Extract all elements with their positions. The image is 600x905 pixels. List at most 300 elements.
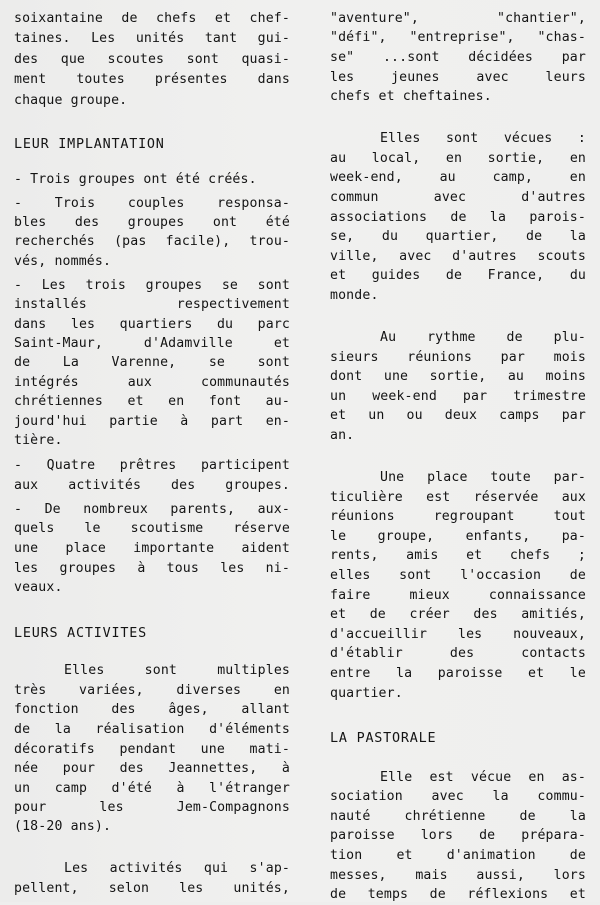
word: née xyxy=(14,761,39,776)
text-line xyxy=(330,247,586,267)
word: réunions xyxy=(407,350,472,365)
word: en xyxy=(528,770,545,785)
word: respectivement xyxy=(176,297,290,312)
word: participent xyxy=(200,458,290,473)
text-line xyxy=(14,661,290,681)
word: ou xyxy=(406,408,423,423)
word: local, xyxy=(371,151,421,166)
word: nauté xyxy=(330,809,371,824)
word: deux xyxy=(444,408,478,423)
word: lors xyxy=(553,868,586,883)
word: et xyxy=(330,607,347,622)
word: créer xyxy=(409,607,450,622)
text-line xyxy=(14,29,290,49)
word: week-end, xyxy=(330,170,403,185)
word: - xyxy=(14,196,23,211)
word: des xyxy=(449,646,475,661)
word: chrétiennes xyxy=(14,394,103,409)
word: groupes. xyxy=(225,478,290,493)
word: groupes xyxy=(145,278,203,293)
text-line xyxy=(14,392,290,412)
text-line xyxy=(330,846,586,866)
text-line xyxy=(330,149,586,169)
word: des xyxy=(14,52,39,67)
text-line xyxy=(14,500,290,520)
word: Saint-Maur, xyxy=(14,336,103,351)
word: nouveaux, xyxy=(513,627,586,642)
word: réalisation xyxy=(95,722,185,737)
word: trimestre xyxy=(513,389,586,404)
word: allant xyxy=(241,702,290,717)
word: groupe, xyxy=(377,529,435,544)
word: guides xyxy=(371,268,421,283)
word: l'étranger xyxy=(209,781,290,796)
section-heading: LA PASTORALE xyxy=(330,731,437,746)
word: contacts xyxy=(521,646,586,661)
text-line xyxy=(330,129,586,149)
word: au xyxy=(330,151,347,166)
word: et xyxy=(330,268,347,283)
word: des xyxy=(74,215,100,230)
word: d'établir xyxy=(330,646,403,661)
word: tion xyxy=(330,848,363,863)
word: sont xyxy=(257,355,290,370)
word: nombreux xyxy=(83,502,148,517)
word: et xyxy=(466,548,483,563)
word: se xyxy=(208,355,226,370)
word: décoratifs xyxy=(14,742,95,757)
word: toute xyxy=(490,470,531,485)
word: les xyxy=(179,881,204,896)
word: activités xyxy=(68,478,142,493)
word: se, xyxy=(330,229,355,244)
word: toutes xyxy=(76,72,125,87)
word: et xyxy=(214,11,232,26)
word: pa- xyxy=(561,529,586,544)
word: Varenne, xyxy=(111,355,177,370)
word: regroupant xyxy=(433,509,515,524)
word: âges, xyxy=(168,702,209,717)
word: rythme xyxy=(427,330,476,345)
word: font xyxy=(208,394,242,409)
word: et xyxy=(330,408,347,423)
word: aux xyxy=(14,478,39,493)
word: - xyxy=(14,278,23,293)
word: prépara- xyxy=(521,828,586,843)
word: réservée xyxy=(473,490,539,505)
word: de xyxy=(121,11,138,26)
word: diverses xyxy=(176,683,242,698)
word: faire xyxy=(330,588,371,603)
word: les xyxy=(14,561,39,576)
word: communautés xyxy=(201,375,290,390)
text-line xyxy=(330,546,586,566)
word: de xyxy=(14,722,31,737)
word: du xyxy=(569,268,586,283)
word: activités xyxy=(109,861,183,876)
word: recherchés xyxy=(14,234,95,249)
word: "aventure", xyxy=(330,11,419,26)
text-line xyxy=(330,644,586,664)
word: réunions xyxy=(330,509,395,524)
word: aussi, xyxy=(476,868,525,883)
text-line xyxy=(330,488,586,508)
word: place xyxy=(65,541,106,556)
word: en xyxy=(569,151,586,166)
word: Les xyxy=(91,31,116,46)
word: jeunes xyxy=(391,70,440,85)
word: sont xyxy=(399,568,432,583)
word: aux- xyxy=(257,502,290,517)
word: : xyxy=(577,131,586,146)
word: "entreprise", xyxy=(409,30,515,45)
text-line xyxy=(330,826,586,846)
word: soixantaine xyxy=(14,11,103,26)
word: "chas- xyxy=(537,30,586,45)
word: par xyxy=(561,408,586,423)
word: d'Adamville xyxy=(143,336,233,351)
word: avec xyxy=(399,249,432,264)
word: as- xyxy=(561,770,586,785)
word: groupes xyxy=(127,215,185,230)
word: de xyxy=(519,809,536,824)
word: est xyxy=(426,490,451,505)
word: quasi- xyxy=(241,52,290,67)
word: (pas xyxy=(114,234,147,249)
word: quartiers xyxy=(119,317,193,332)
word: facile), xyxy=(165,234,231,249)
word: unités xyxy=(135,31,185,46)
word: sont xyxy=(186,52,219,67)
word: vécues xyxy=(503,131,553,146)
word: ment xyxy=(14,72,47,87)
text-line xyxy=(330,68,586,88)
text-line xyxy=(14,50,290,70)
word: sortie, xyxy=(487,151,545,166)
word: ni- xyxy=(265,561,290,576)
text-line xyxy=(14,539,290,559)
text-line xyxy=(330,28,586,48)
word: amis xyxy=(406,548,439,563)
word: importante xyxy=(133,541,215,556)
text-line xyxy=(14,681,290,701)
text-line: (18-20 ans). xyxy=(14,819,112,834)
word: lors xyxy=(420,828,454,843)
word: ticulière xyxy=(330,490,403,505)
word: qui xyxy=(203,861,229,876)
word: vécue xyxy=(470,770,512,785)
text-line xyxy=(330,348,586,368)
word: à xyxy=(137,561,146,576)
text-line xyxy=(330,387,586,407)
text-line xyxy=(14,859,290,879)
text-line xyxy=(14,476,290,496)
word: la xyxy=(492,789,509,804)
word: groupes xyxy=(59,561,117,576)
word: mais xyxy=(415,868,448,883)
text-line: vés, nommés. xyxy=(14,254,112,269)
word: de xyxy=(429,887,446,902)
text-line xyxy=(330,406,586,426)
word: - xyxy=(14,458,23,473)
word: aident xyxy=(241,541,290,556)
word: entre xyxy=(330,666,371,681)
word: par xyxy=(561,50,586,65)
word: multiples xyxy=(217,663,290,678)
word: Jem-Compagnons xyxy=(176,800,290,815)
word: fonction xyxy=(14,702,79,717)
word: - xyxy=(14,502,23,517)
word: ...sont xyxy=(382,50,440,65)
section-heading: LEURS ACTIVITES xyxy=(14,626,147,641)
word: la xyxy=(396,666,413,681)
word: et xyxy=(569,887,586,902)
word: ont xyxy=(212,215,238,230)
text-line: quartier. xyxy=(330,686,403,701)
word: des xyxy=(171,478,196,493)
word: et xyxy=(528,666,545,681)
word: la xyxy=(489,210,507,225)
word: à xyxy=(176,781,185,796)
word: France, xyxy=(487,268,545,283)
text-line: chaque groupe. xyxy=(14,93,128,108)
word: week-end xyxy=(372,389,437,404)
word: et xyxy=(127,394,144,409)
word: temps xyxy=(367,887,409,902)
word: tout xyxy=(553,509,586,524)
word: de xyxy=(369,607,386,622)
text-line: an. xyxy=(330,428,355,443)
word: prêtres xyxy=(119,458,177,473)
word: paroisse xyxy=(437,666,503,681)
word: trou- xyxy=(249,234,290,249)
text-line xyxy=(14,759,290,779)
word: associations xyxy=(330,210,428,225)
word: chef- xyxy=(249,11,290,26)
word: camp xyxy=(54,781,88,796)
text-line xyxy=(330,328,586,348)
word: du xyxy=(381,229,399,244)
word: dans xyxy=(14,317,47,332)
text-line xyxy=(14,353,290,373)
text-line xyxy=(14,232,290,252)
text-line xyxy=(14,412,290,432)
word: les xyxy=(99,800,124,815)
word: de xyxy=(479,828,496,843)
word: connaissance xyxy=(488,588,586,603)
text-line: tière. xyxy=(14,433,63,448)
word: La xyxy=(62,355,79,370)
text-line xyxy=(14,9,290,29)
word: présentes xyxy=(154,72,228,87)
word: variées, xyxy=(79,683,144,698)
word: part xyxy=(210,414,244,429)
word: de xyxy=(14,355,31,370)
text-line xyxy=(330,625,586,645)
text-line xyxy=(330,367,586,387)
word: aux xyxy=(127,375,152,390)
word: des xyxy=(119,761,144,776)
word: des xyxy=(111,702,136,717)
text-line xyxy=(330,566,586,586)
word: les xyxy=(457,627,483,642)
word: "défi", xyxy=(330,30,387,45)
word: partie xyxy=(109,414,158,429)
text-line xyxy=(14,700,290,720)
word: avec xyxy=(476,70,509,85)
word: scoutisme xyxy=(130,521,204,536)
word: commun xyxy=(330,190,379,205)
word: enfants, xyxy=(465,529,531,544)
word: quels xyxy=(14,521,55,536)
word: gui- xyxy=(257,31,290,46)
text-line xyxy=(330,768,586,788)
word: est xyxy=(429,770,454,785)
text-line xyxy=(14,373,290,393)
word: Quatre xyxy=(46,458,96,473)
word: l'occasion xyxy=(460,568,542,583)
word: par- xyxy=(553,470,586,485)
text-line xyxy=(330,208,586,228)
text-line xyxy=(330,468,586,488)
word: parents, xyxy=(170,502,236,517)
word: une xyxy=(14,541,39,556)
text-line: monde. xyxy=(330,288,379,303)
text-line xyxy=(330,586,586,606)
text-line xyxy=(330,227,586,247)
text-line xyxy=(330,885,586,905)
word: du xyxy=(216,317,234,332)
word: un xyxy=(330,389,347,404)
text-line xyxy=(14,213,290,233)
word: la xyxy=(54,722,71,737)
text-line xyxy=(330,807,586,827)
word: selon xyxy=(108,881,150,896)
text-line xyxy=(14,456,290,476)
text-line xyxy=(14,740,290,760)
word: elles xyxy=(330,568,371,583)
word: avec xyxy=(433,190,467,205)
text-line xyxy=(14,519,290,539)
word: la xyxy=(569,809,586,824)
word: paroisse xyxy=(330,828,395,843)
word: messes, xyxy=(330,868,387,883)
word: les xyxy=(70,317,96,332)
text-line xyxy=(330,507,586,527)
text-line xyxy=(14,779,290,799)
word: dans xyxy=(257,72,290,87)
text-line xyxy=(14,559,290,579)
word: Elles xyxy=(64,663,105,678)
text-line: chefs et cheftaines. xyxy=(330,89,492,104)
word: sont xyxy=(445,131,479,146)
word: place xyxy=(427,470,468,485)
word: de xyxy=(445,268,463,283)
text-line xyxy=(330,168,586,188)
text-line xyxy=(14,194,290,214)
text-line xyxy=(14,798,290,818)
word: la xyxy=(569,229,586,244)
word: ; xyxy=(577,548,586,563)
word: chefs xyxy=(156,11,197,26)
word: un xyxy=(368,408,385,423)
text-line xyxy=(14,276,290,296)
word: quartier, xyxy=(425,229,499,244)
word: pour xyxy=(14,800,47,815)
word: installés xyxy=(14,297,87,312)
word: sociation xyxy=(330,789,403,804)
word: à xyxy=(180,414,189,429)
word: été xyxy=(265,215,290,230)
word: Les xyxy=(41,278,66,293)
word: d'animation xyxy=(446,848,536,863)
word: un xyxy=(14,781,31,796)
word: Au xyxy=(380,330,397,345)
word: une xyxy=(200,742,225,757)
word: d'autres xyxy=(452,249,517,264)
text-line xyxy=(14,720,290,740)
word: une xyxy=(383,369,409,384)
word: par xyxy=(462,389,488,404)
word: Elle xyxy=(380,770,413,785)
text-line xyxy=(14,295,290,315)
word: d'été xyxy=(111,781,152,796)
word: parois- xyxy=(529,210,586,225)
text-line xyxy=(14,334,290,354)
word: rents, xyxy=(330,548,379,563)
word: parc xyxy=(257,317,290,332)
word: de xyxy=(569,848,586,863)
word: tous xyxy=(166,561,199,576)
word: pour xyxy=(62,761,96,776)
text-line xyxy=(14,70,290,90)
word: Trois xyxy=(54,196,96,211)
text-line xyxy=(330,48,586,68)
word: sieurs xyxy=(330,350,379,365)
text-line xyxy=(330,527,586,547)
word: chefs xyxy=(509,548,551,563)
word: amitiés, xyxy=(521,607,586,622)
word: le xyxy=(84,521,101,536)
word: moins xyxy=(545,369,586,384)
word: de xyxy=(526,229,543,244)
word: mieux xyxy=(409,588,450,603)
word: de xyxy=(450,210,467,225)
word: et xyxy=(273,336,290,351)
word: par xyxy=(500,350,525,365)
word: en xyxy=(168,394,185,409)
word: au xyxy=(439,170,456,185)
word: mati- xyxy=(249,742,290,757)
text-line xyxy=(330,266,586,286)
word: les xyxy=(330,70,355,85)
word: le xyxy=(569,666,586,681)
word: le xyxy=(330,529,347,544)
word: avec xyxy=(431,789,464,804)
text-line xyxy=(330,664,586,684)
word: jourd'hui xyxy=(14,414,87,429)
word: sont xyxy=(144,663,177,678)
section-heading: LEUR IMPLANTATION xyxy=(14,137,165,152)
word: à xyxy=(281,761,290,776)
word: "chantier", xyxy=(497,11,586,26)
text-line xyxy=(330,787,586,807)
word: Elles xyxy=(380,131,421,146)
word: aux xyxy=(561,490,586,505)
word: au- xyxy=(265,394,290,409)
word: Les xyxy=(64,861,89,876)
word: ville, xyxy=(330,249,379,264)
